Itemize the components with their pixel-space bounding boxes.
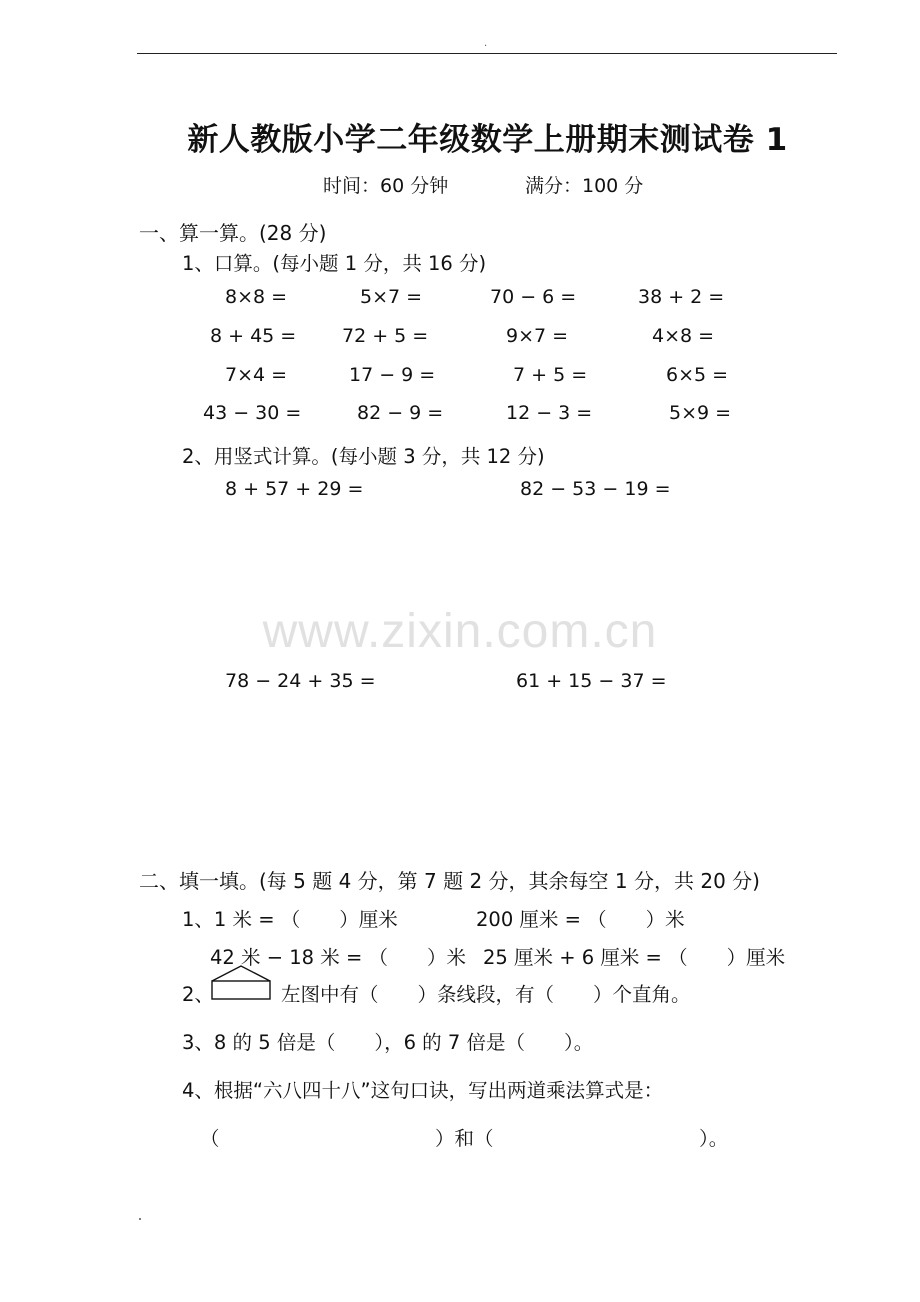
q1-c: 42 米 − 18 米 = （ ）米 bbox=[210, 946, 466, 969]
house-shape-figure bbox=[210, 965, 276, 1001]
q1-b: 200 厘米 = （ ）米 bbox=[476, 908, 685, 931]
calc-item: 9×7 = bbox=[506, 325, 569, 347]
q3: 3、8 的 5 倍是（ ），6 的 7 倍是（ ）。 bbox=[182, 1031, 594, 1054]
vertical-calc-item: 78 − 24 + 35 = bbox=[225, 670, 376, 692]
calc-item: 6×5 = bbox=[666, 364, 729, 386]
calc-item: 8×8 = bbox=[225, 286, 288, 308]
page-title: 新人教版小学二年级数学上册期末测试卷 1 bbox=[187, 122, 788, 158]
q1-d: 25 厘米 + 6 厘米 = （ ）厘米 bbox=[483, 946, 786, 969]
calc-item: 7 + 5 = bbox=[513, 364, 588, 386]
calc-item: 8 + 45 = bbox=[210, 325, 297, 347]
part2-heading: 2、用竖式计算。(每小题 3 分，共 12 分) bbox=[182, 445, 545, 468]
vertical-calc-item: 61 + 15 − 37 = bbox=[516, 670, 667, 692]
header-mark: . bbox=[484, 38, 488, 49]
calc-item: 7×4 = bbox=[225, 364, 288, 386]
q2-text: 左图中有（ ）条线段，有（ ）个直角。 bbox=[281, 983, 691, 1006]
q2-number: 2、 bbox=[182, 983, 214, 1006]
calc-item: 12 − 3 = bbox=[506, 402, 593, 424]
calc-item: 82 − 9 = bbox=[357, 402, 444, 424]
score-label: 满分：100 分 bbox=[525, 175, 644, 197]
calc-item: 70 − 6 = bbox=[490, 286, 577, 308]
header-rule bbox=[137, 53, 837, 54]
section1-heading: 一、算一算。(28 分) bbox=[139, 221, 327, 245]
calc-item: 5×7 = bbox=[360, 286, 423, 308]
q4-answer-mid: ）和（ bbox=[435, 1127, 494, 1150]
calc-item: 38 + 2 = bbox=[638, 286, 725, 308]
calc-item: 72 + 5 = bbox=[342, 325, 429, 347]
vertical-calc-item: 8 + 57 + 29 = bbox=[225, 478, 364, 500]
q1-a: 1、1 米 = （ ）厘米 bbox=[182, 908, 398, 931]
calc-item: 5×9 = bbox=[669, 402, 732, 424]
part1-heading: 1、口算。(每小题 1 分，共 16 分) bbox=[182, 252, 487, 275]
calc-item: 4×8 = bbox=[652, 325, 715, 347]
footer-dot bbox=[139, 1218, 141, 1220]
calc-item: 43 − 30 = bbox=[203, 402, 302, 424]
section2-heading: 二、填一填。(每 5 题 4 分，第 7 题 2 分，其余每空 1 分，共 20 分) bbox=[139, 869, 760, 893]
q4-answer-open: （ bbox=[200, 1127, 220, 1150]
calc-item: 17 − 9 = bbox=[349, 364, 436, 386]
time-label: 时间：60 分钟 bbox=[323, 175, 449, 197]
q4: 4、根据“六八四十八”这句口诀，写出两道乘法算式是： bbox=[182, 1079, 664, 1102]
vertical-calc-item: 82 − 53 − 19 = bbox=[520, 478, 671, 500]
q4-answer-close: ）。 bbox=[699, 1127, 729, 1150]
watermark: www.zixin.com.cn bbox=[262, 605, 658, 658]
